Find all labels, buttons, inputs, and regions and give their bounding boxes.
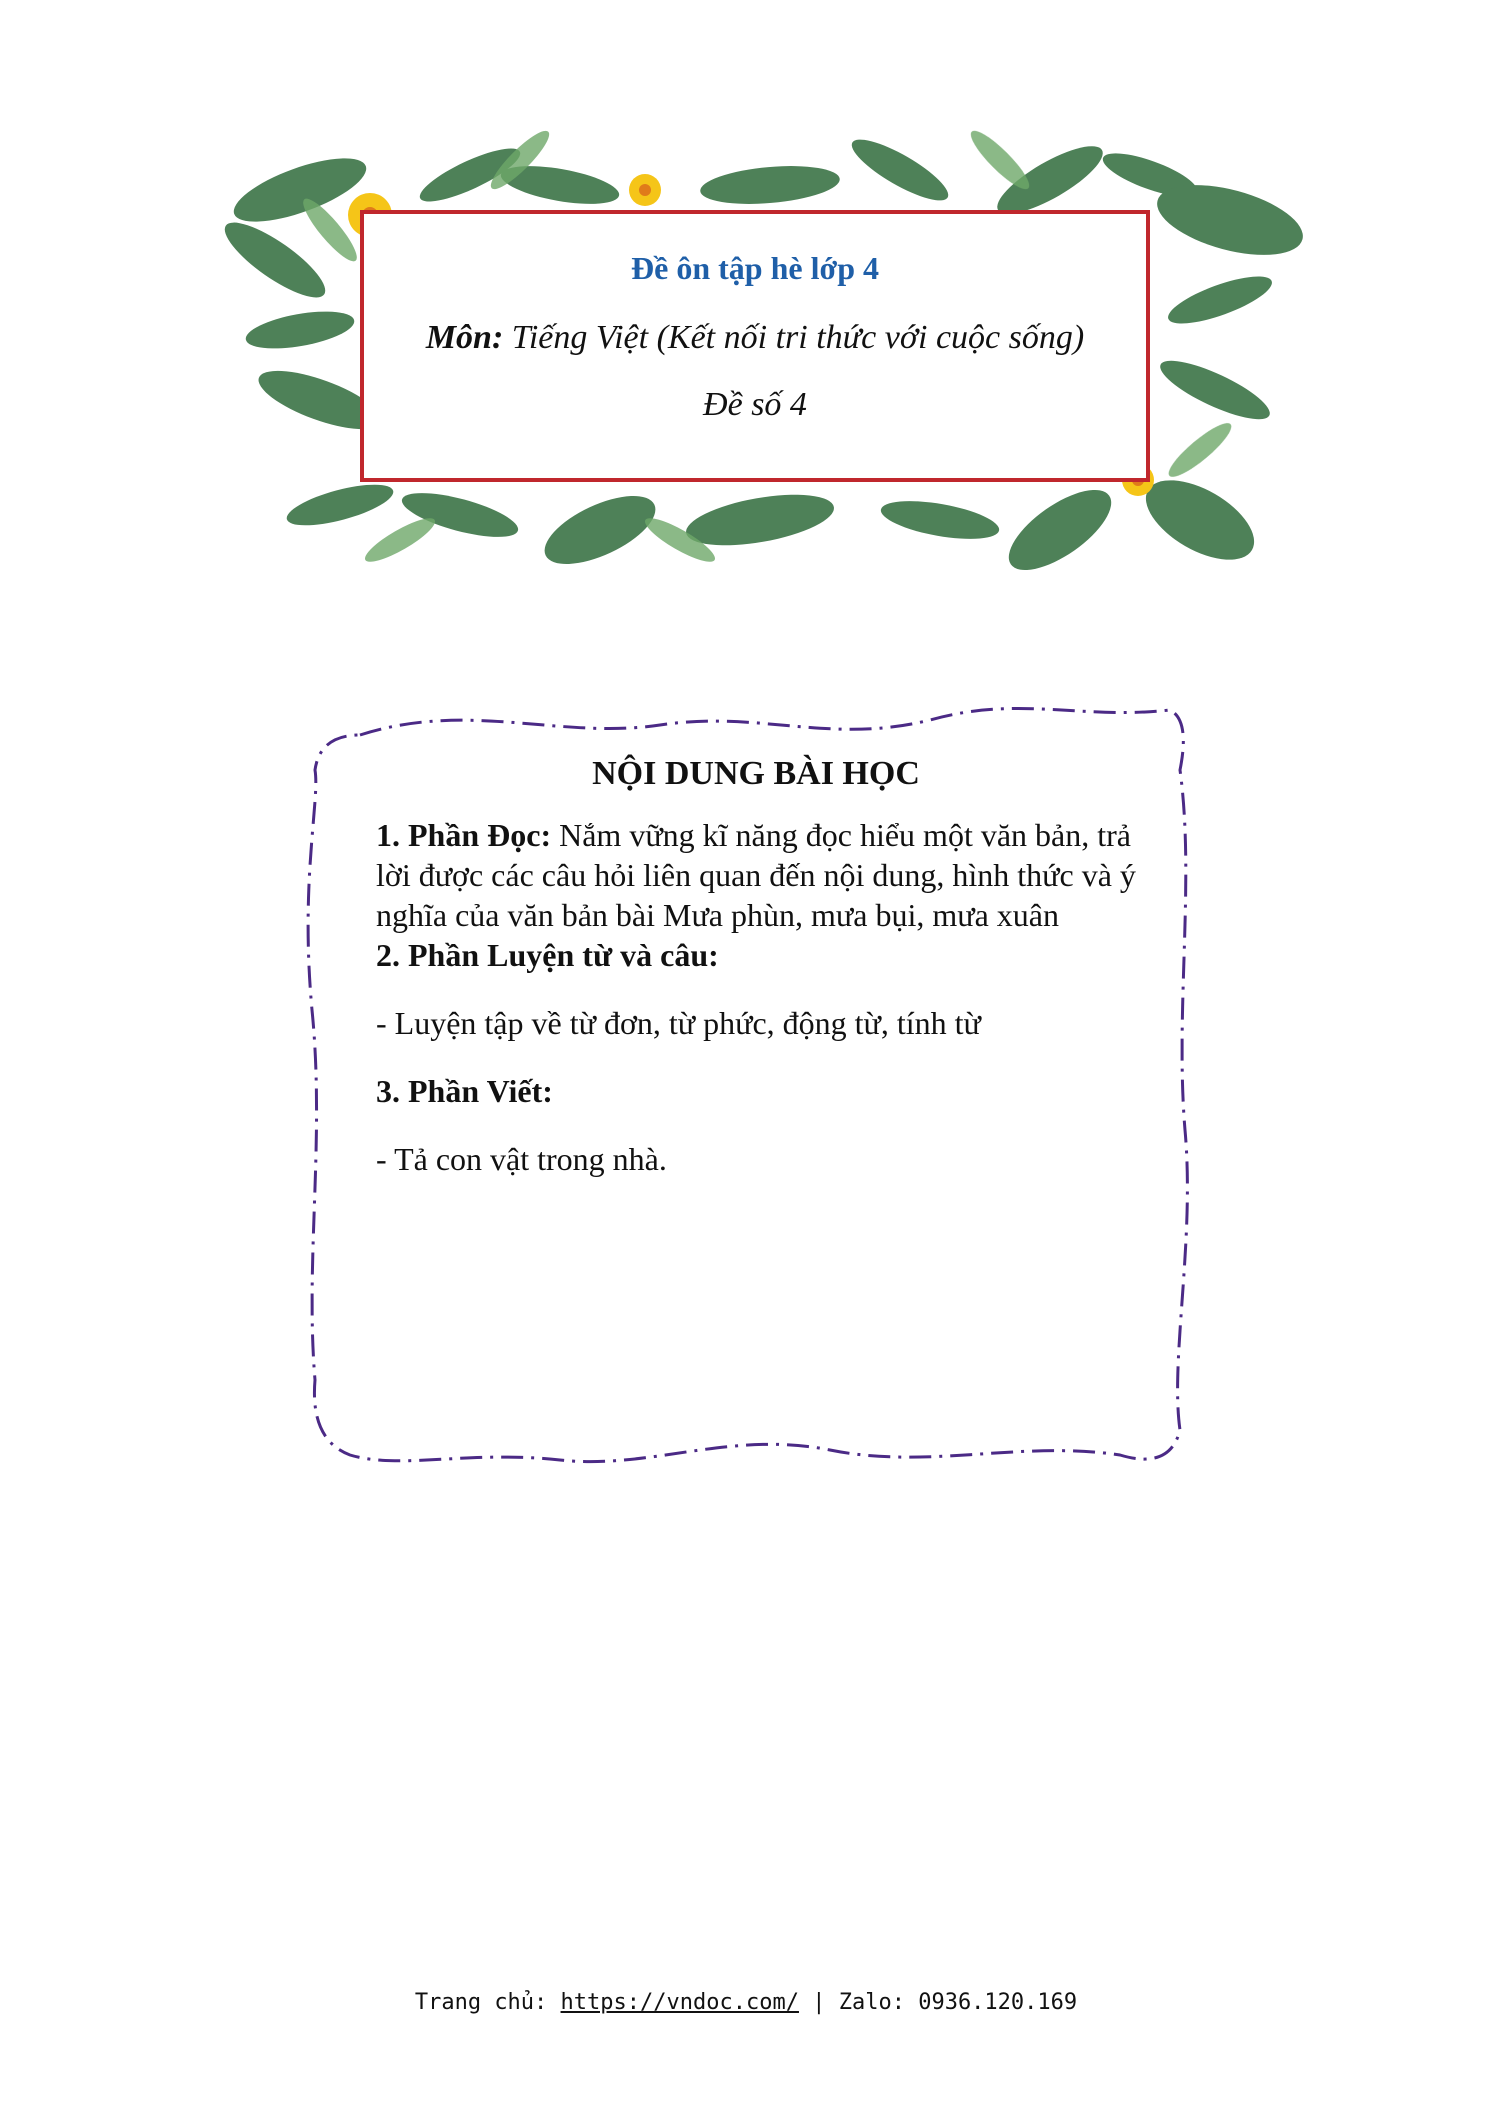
section-reading-text: Nắm vững kĩ năng đọc hiểu một văn bản, trả lời được các câu hỏi liên quan đến nội dung, hình thức và ý nghĩa của văn bản bài Mưa phùn, mưa bụi, mưa xuân xyxy=(376,817,1136,933)
lesson-content xyxy=(376,755,1136,1179)
subject-value: Tiếng Việt (Kết nối tri thức với cuộc sống) xyxy=(511,319,1085,356)
footer-separator: | xyxy=(812,1990,826,2015)
document-title: Đề ôn tập hè lớp 4 xyxy=(631,250,879,286)
section-reading-title: 1. Phần Đọc: xyxy=(376,817,552,853)
section-vocab-title: 2. Phần Luyện từ và câu: xyxy=(376,937,719,973)
section-writing-text: - Tả con vật trong nhà. xyxy=(376,1141,667,1177)
section-writing-title: 3. Phần Viết: xyxy=(376,1073,553,1109)
zalo-number: 0936.120.169 xyxy=(918,1990,1078,2015)
lesson-heading: NỘI DUNG BÀI HỌC xyxy=(592,755,920,792)
exam-number: Đề số 4 xyxy=(703,386,807,423)
subject-line xyxy=(364,319,1146,357)
section-reading xyxy=(376,815,1136,935)
zalo-label: Zalo: xyxy=(838,1990,905,2015)
home-label: Trang chủ: xyxy=(414,1990,548,2015)
subject-label: Môn: xyxy=(425,319,504,356)
page-footer xyxy=(0,1990,1492,2015)
home-link[interactable]: https://vndoc.com/ xyxy=(560,1990,799,2015)
title-frame xyxy=(360,210,1150,482)
section-vocab-text: - Luyện tập về từ đơn, từ phức, động từ, tính từ xyxy=(376,1005,981,1041)
